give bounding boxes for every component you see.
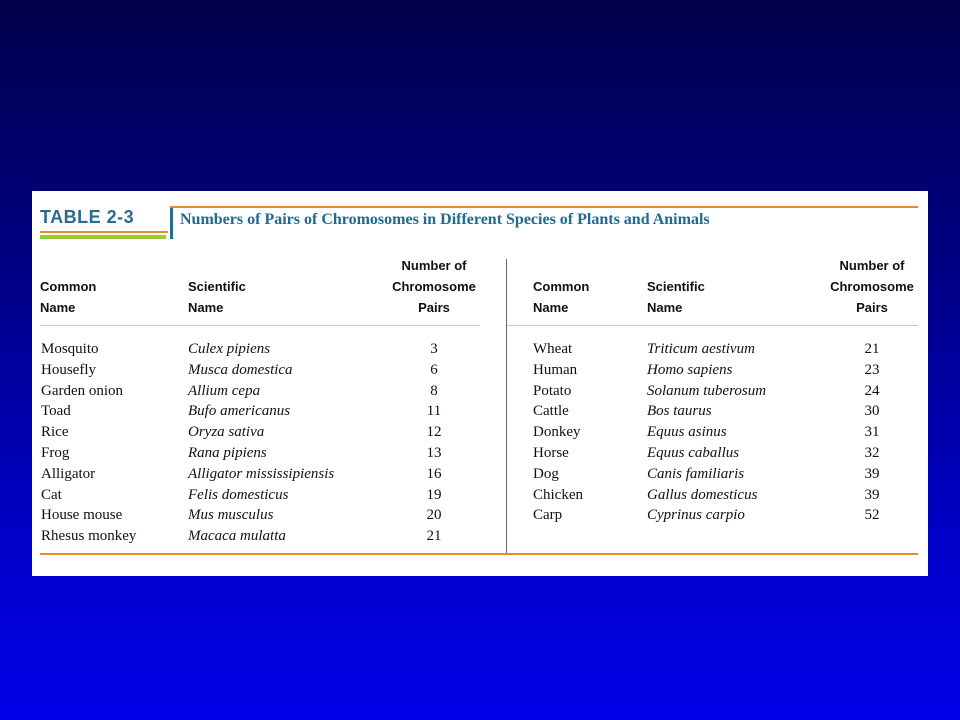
scientific-name-cell: Oryza sativa (188, 424, 265, 441)
title-bracket (170, 206, 173, 239)
pairs-cell: 6 (430, 361, 438, 378)
header-chromosome-pairs-right: Number of Chromosome Pairs (830, 258, 914, 315)
scientific-name-cell: Bos taurus (647, 403, 712, 420)
common-name-cell: Dog (533, 465, 559, 482)
scientific-name-cell: Homo sapiens (647, 361, 733, 378)
table-bottom-rule (40, 553, 918, 555)
table-row (32, 401, 928, 422)
scientific-name-cell: Culex pipiens (188, 341, 271, 357)
scientific-name-cell: Solanum tuberosum (647, 382, 767, 399)
table-row (32, 485, 928, 506)
table-row (32, 443, 928, 464)
scientific-name-cell: Alligator mississipiensis (188, 465, 335, 482)
common-name-cell: Frog (41, 444, 70, 461)
common-name-cell: Cat (41, 486, 62, 503)
common-name-cell: Garden onion (41, 382, 124, 399)
table-title: Numbers of Pairs of Chromosomes in Different Species of Plants and Animals (180, 211, 710, 228)
pairs-cell: 12 (426, 424, 442, 441)
header-rule-left (40, 325, 480, 326)
table-row (32, 464, 928, 485)
table-row (32, 360, 928, 381)
scientific-name-cell: Bufo americanus (188, 403, 291, 420)
common-name-cell: Rice (41, 424, 69, 441)
scientific-name-cell: Musca domestica (188, 361, 293, 378)
pairs-cell: 23 (864, 361, 880, 378)
header-common-name-left: Common Name (40, 279, 97, 315)
table-row (32, 526, 506, 547)
right-rows (32, 339, 928, 526)
pairs-cell: 21 (426, 528, 442, 545)
pairs-cell: 31 (864, 424, 880, 441)
common-name-cell: Chicken (533, 486, 583, 503)
scientific-name-cell: Canis familiaris (647, 465, 745, 482)
common-name-cell: Carp (533, 507, 563, 524)
pairs-cell: 39 (864, 486, 880, 503)
pairs-cell: 52 (864, 507, 880, 524)
scientific-name-cell: Equus caballus (647, 444, 740, 461)
pairs-cell: 11 (426, 403, 442, 420)
label-underline-orange (40, 231, 168, 233)
header-common-name-right: Common Name (533, 279, 590, 315)
pairs-cell: 21 (864, 341, 880, 357)
common-name-cell: House mouse (41, 507, 123, 524)
pairs-cell: 24 (864, 382, 880, 399)
common-name-cell: Wheat (533, 341, 573, 357)
header-scientific-name-right: Scientific Name (647, 279, 705, 315)
header-chromosome-pairs-left: Number of Chromosome Pairs (392, 258, 476, 315)
scientific-name-cell: Triticum aestivum (647, 341, 755, 357)
pairs-cell: 30 (864, 403, 880, 420)
common-name-cell: Alligator (41, 465, 96, 482)
common-name-cell: Human (533, 361, 578, 378)
label-underline-green (40, 235, 166, 239)
scientific-name-cell: Equus asinus (647, 424, 727, 441)
pairs-cell: 16 (426, 465, 442, 482)
scientific-name-cell: Cyprinus carpio (647, 507, 745, 524)
pairs-cell: 13 (426, 444, 442, 461)
common-name-cell: Housefly (41, 361, 96, 378)
scientific-name-cell: Felis domesticus (188, 486, 289, 503)
table-label: TABLE 2-3 (40, 207, 135, 227)
title-top-rule (170, 206, 918, 208)
pairs-cell: 8 (430, 382, 438, 399)
common-name-cell: Rhesus monkey (41, 528, 137, 545)
header-scientific-name-left: Scientific Name (188, 279, 246, 315)
chromosome-table-panel (32, 191, 928, 576)
table-row (32, 381, 928, 402)
common-name-cell: Potato (533, 382, 572, 399)
common-name-cell: Toad (41, 403, 71, 420)
pairs-cell: 39 (864, 465, 880, 482)
pairs-cell: 32 (864, 444, 880, 461)
scientific-name-cell: Mus musculus (188, 507, 274, 524)
table-row (32, 339, 928, 360)
pairs-cell: 3 (430, 341, 438, 357)
scientific-name-cell: Gallus domesticus (647, 486, 758, 503)
pairs-cell: 19 (426, 486, 442, 503)
pairs-cell: 20 (426, 507, 442, 524)
common-name-cell: Mosquito (41, 341, 99, 357)
common-name-cell: Horse (533, 444, 569, 461)
common-name-cell: Cattle (533, 403, 569, 420)
scientific-name-cell: Macaca mulatta (188, 528, 286, 545)
common-name-cell: Donkey (533, 424, 581, 441)
scientific-name-cell: Allium cepa (188, 382, 261, 399)
table-row (32, 422, 928, 443)
header-rule-right (506, 325, 918, 326)
table-row (32, 505, 928, 526)
scientific-name-cell: Rana pipiens (188, 444, 267, 461)
